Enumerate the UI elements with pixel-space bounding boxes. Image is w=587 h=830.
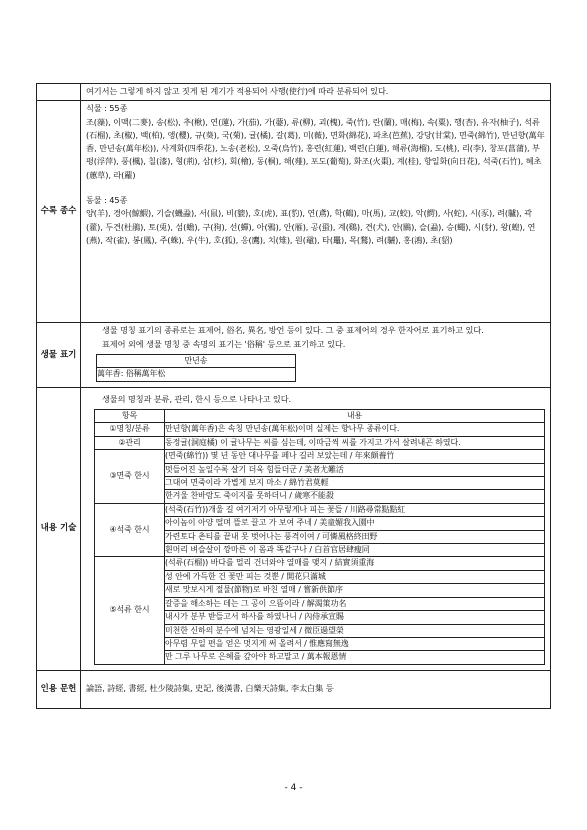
content-intro: 생물의 명칭과 분류, 관리, 한시 등으로 나타나고 있다.: [102, 393, 292, 404]
row-line: 내시가 분부 받들고서 하사를 하였나니 / 內侍承宣賜: [165, 611, 545, 624]
row-line: 새로 맛보시게 절물(節物)로 바친 열매 / 嘗新供節序: [165, 584, 545, 597]
row-line: 만년향(萬年香)은 속칭 만년송(萬年松)이며 실제는 향나무 종류이다.: [165, 423, 545, 436]
naming-label: 생물 표기: [37, 323, 81, 387]
row-line: 가련토다 촌티를 끝내 못 벗어나는 풍격이여 / 可憐風格終田野: [165, 530, 545, 543]
row-line: 갈증을 해소하는 데는 그 공이 으뜸이라 / 解渴策功名: [165, 597, 545, 610]
row-item: ③면죽 한시: [95, 450, 165, 504]
collection-row: [37, 101, 551, 323]
row-line: (석죽(石竹))개울 길 여기저기 아무렇게나 피는 꽃들 / 川路尋常點點紅: [165, 503, 545, 516]
plants-header: 식물 : 55종: [86, 103, 128, 114]
citation-row: [37, 670, 551, 708]
naming-row: [37, 323, 551, 387]
plants-list: 조(藻), 이맥(二麥), 송(松), 추(楸), 연(蓮), 가(茄), 가(蔢), 류(柳), 괴(槐), 죽(竹), 란(蘭), 매(梅), 속(粟), 행(杏), 유자(柚子), 석류(石榴), 초(椒), 백(柏), 앵(櫻), 규(葵), 국(菊), 귤(橘), 갈(葛), 미(薇), 면화(綿花), 파초(芭蕉), 강당(甘棠), 면죽(綿竹), 만년향(萬年香, 만년송(萬年松)), 사계화(四季花), 노송(老松), 오죽(烏竹), 홍련(紅蓮), 백련(白蓮), 해류(海榴), 도(桃), 리(李), 창포(菖蒲), 부평(浮萍), 풍(楓), 칠(漆), 형(荊), 삼(杉), 회(檜), 동(桐), 해(薤), 포도(葡萄), 화조(火棗), 계(桂), 향일화(向日花), 석죽(石竹), 혜초(蕙草), 라(蘿): [86, 116, 545, 180]
page-number: - 4 -: [284, 783, 303, 793]
row-item: ①명칭/분류: [95, 423, 165, 436]
top-row-text: 여기서는 그렇게 하지 않고 짓게 된 계기가 적용되어 사행(使行)에 따라 분류되어 있다.: [86, 86, 389, 96]
row-line: 성 안에 가득한 건 꽃만 피는 것뿐 / 開花只滿城: [165, 570, 545, 583]
row-item: ④석죽 한시: [95, 503, 165, 557]
row-line: (면죽(綿竹)) 몇 년 동안 대나무를 페나 길러 보았는데 / 年來頗養竹: [165, 450, 545, 463]
row-line: 멋들어진 높일수록 살기 더욱 힘들더군 / 美者尤難活: [165, 463, 545, 476]
citation-text: 論語, 詩經, 書經, 杜少陵詩集, 史記, 後漢書, 白樂天詩集, 李太白集 등: [86, 683, 334, 694]
row-line: 아무렴 무일 편을 얻은 멋지게 써 올려서 / 惟應寫無逸: [165, 637, 545, 650]
content-label: 내용 기술: [37, 387, 81, 670]
naming-example-value: 萬年香: 俗稱萬年松: [97, 368, 296, 381]
naming-example-title: 만년송: [97, 354, 296, 367]
row-line: 미천한 신하의 분수에 넘치는 영광일세 / 微臣過望榮: [165, 624, 545, 637]
naming-line-1: 생물 명칭 표기의 종류로는 표제어, 俗名, 異名, 방언 등이 있다. 그 중 표제어의 경우 한자어로 표기하고 있다.: [102, 325, 484, 336]
content-col-item: 항목: [95, 410, 165, 423]
animals-header: 동물 : 45종: [86, 195, 128, 206]
naming-example-table: [96, 354, 296, 382]
row-line: 흰머리 벼슬살이 깡마른 이 몸과 똑같구나 / 白首官居肆瘦同: [165, 544, 545, 557]
naming-line-2: 표제어 외에 생물 명칭 중 속명의 표기는 '俗稱' 등으로 표기하고 있다.: [102, 338, 346, 349]
table-row: [95, 436, 545, 449]
row-line: 아이놈이 아양 떨며 뜰로 끌고 가 보여 주네 / 美童媚我入園中: [165, 517, 545, 530]
row-line: 한겨울 찬바람도 죽이지를 못하더니 / 歲寒不能殺: [165, 490, 545, 503]
content-row: [37, 387, 551, 670]
content-col-content: 내용: [165, 410, 545, 423]
row-line: 만 그루 나무로 은혜를 갚아야 하고말고 / 萬本報恩情: [165, 651, 545, 664]
table-row: [95, 503, 545, 516]
row-line: 동정귤(洞庭橘) 이 귤나무는 씨를 심는데, 이따금씩 씨를 가지고 가서 살려내곤 하였다.: [165, 436, 545, 449]
row-item: ②관리: [95, 436, 165, 449]
row-line: (석류(石榴)) 바다를 멀리 건너와야 열매를 맺지 / 結實須重海: [165, 557, 545, 570]
info-table: [36, 83, 551, 709]
row-item: ⑤석류 한시: [95, 557, 165, 664]
row-line: 그대여 면죽이라 가볍게 보지 마소 / 綿竹君莫輕: [165, 477, 545, 490]
table-row: [95, 557, 545, 570]
top-continuation-row: [37, 84, 551, 101]
table-row: [95, 423, 545, 436]
animals-list: 양(羊), 경아(鯨鰕), 기슬(蟣蝨), 서(鼠), 비(貔), 호(虎), 표(豹), 연(鳶), 학(鶴), 마(馬), 교(蛟), 악(鰐), 사(蛇), 시(豕), 려(驢), 곽(藿), 두견(杜鵑), 토(兎), 섬(蟾), 구(狗), 선(蟬), 아(鴉), 안(雁), 공(蛩), 계(鷄), 견(犬), 안(鶠), 슬(蝨), 승(蠅), 시(豺), 왕(蝗), 연(燕), 작(雀), 봉(鳳), 주(蛛), 우(牛), 호(狐), 응(鷹), 치(雉), 원(黿), 타(鼉), 목(鶩), 려(驪), 홍(鴻), 초(貂): [86, 208, 536, 245]
content-table: [94, 409, 545, 665]
collection-label: 수록 종수: [37, 101, 81, 323]
table-row: [95, 450, 545, 463]
citation-label: 인용 문헌: [37, 670, 81, 708]
collection-content: [81, 101, 550, 249]
